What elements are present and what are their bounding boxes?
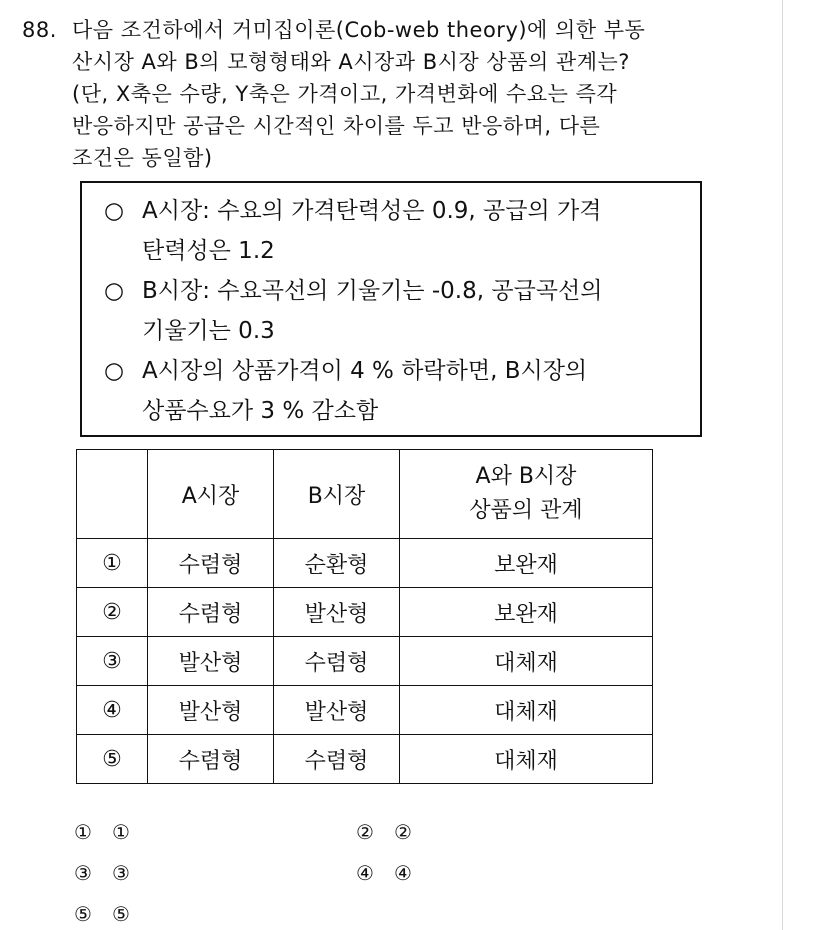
option-marker: ④ — [356, 861, 374, 885]
option-text: ① — [112, 820, 130, 844]
option-text: ② — [394, 820, 412, 844]
condition-item — [104, 271, 694, 351]
condition-line: 상품수요가 3 % 감소함 — [142, 398, 379, 424]
relation-cell: 보완재 — [400, 588, 653, 637]
question-line: (단, X축은 수량, Y축은 가격이고, 가격변화에 수요는 즉각 — [72, 82, 618, 106]
answer-option-5[interactable] — [74, 902, 130, 926]
table-row — [77, 735, 653, 784]
row-number: ④ — [77, 686, 148, 735]
condition-item — [104, 351, 694, 431]
market-a-cell: 수렴형 — [148, 539, 274, 588]
option-text: ③ — [112, 861, 130, 885]
row-number: ⑤ — [77, 735, 148, 784]
answer-option-2[interactable] — [356, 820, 412, 844]
table-row — [77, 588, 653, 637]
market-b-cell: 수렴형 — [274, 637, 400, 686]
market-b-cell: 발산형 — [274, 686, 400, 735]
condition-item — [104, 191, 694, 271]
table-row — [77, 686, 653, 735]
condition-line: A시장의 상품가격이 4 % 하락하면, B시장의 — [142, 358, 588, 384]
page-divider — [782, 0, 783, 930]
row-number: ③ — [77, 637, 148, 686]
relation-cell: 보완재 — [400, 539, 653, 588]
header-relation-line: 상품의 관계 — [469, 498, 583, 523]
conditions-box — [80, 181, 702, 437]
answer-table — [76, 449, 653, 784]
circle-bullet-icon: ○ — [104, 198, 125, 224]
market-b-cell: 수렴형 — [274, 735, 400, 784]
market-a-cell: 수렴형 — [148, 588, 274, 637]
answer-option-1[interactable] — [74, 820, 130, 844]
condition-line: 기울기는 0.3 — [142, 318, 275, 344]
circle-bullet-icon: ○ — [104, 358, 125, 384]
market-b-cell: 순환형 — [274, 539, 400, 588]
header-market-a: A시장 — [148, 450, 274, 539]
question-line: 다음 조건하에서 거미집이론(Cob-web theory)에 의한 부동 — [72, 18, 646, 42]
question-line: 조건은 동일함) — [72, 146, 213, 170]
relation-cell: 대체재 — [400, 637, 653, 686]
market-a-cell: 발산형 — [148, 637, 274, 686]
option-text: ⑤ — [112, 902, 130, 926]
table-header-row — [77, 450, 653, 539]
row-number: ① — [77, 539, 148, 588]
condition-line: 탄력성은 1.2 — [142, 238, 275, 264]
condition-line: B시장: 수요곡선의 기울기는 -0.8, 공급곡선의 — [142, 278, 603, 304]
header-num-cell — [77, 450, 148, 539]
market-a-cell: 발산형 — [148, 686, 274, 735]
answer-option-3[interactable] — [74, 861, 130, 885]
question-text — [72, 14, 782, 174]
relation-cell: 대체재 — [400, 735, 653, 784]
question-line: 산시장 A와 B의 모형형태와 A시장과 B시장 상품의 관계는? — [72, 50, 630, 74]
option-marker: ② — [356, 820, 374, 844]
question-line: 반응하지만 공급은 시간적인 차이를 두고 반응하며, 다른 — [72, 114, 601, 138]
question-number: 88. — [22, 18, 57, 42]
condition-line: A시장: 수요의 가격탄력성은 0.9, 공급의 가격 — [142, 198, 602, 224]
header-relation-line: A와 B시장 — [475, 464, 577, 489]
table-row — [77, 637, 653, 686]
market-a-cell: 수렴형 — [148, 735, 274, 784]
table-row — [77, 539, 653, 588]
answer-option-4[interactable] — [356, 861, 412, 885]
circle-bullet-icon: ○ — [104, 278, 125, 304]
row-number: ② — [77, 588, 148, 637]
header-market-b: B시장 — [274, 450, 400, 539]
option-marker: ⑤ — [74, 902, 92, 926]
relation-cell: 대체재 — [400, 686, 653, 735]
header-relation — [400, 450, 653, 539]
market-b-cell: 발산형 — [274, 588, 400, 637]
option-text: ④ — [394, 861, 412, 885]
option-marker: ③ — [74, 861, 92, 885]
option-marker: ① — [74, 820, 92, 844]
